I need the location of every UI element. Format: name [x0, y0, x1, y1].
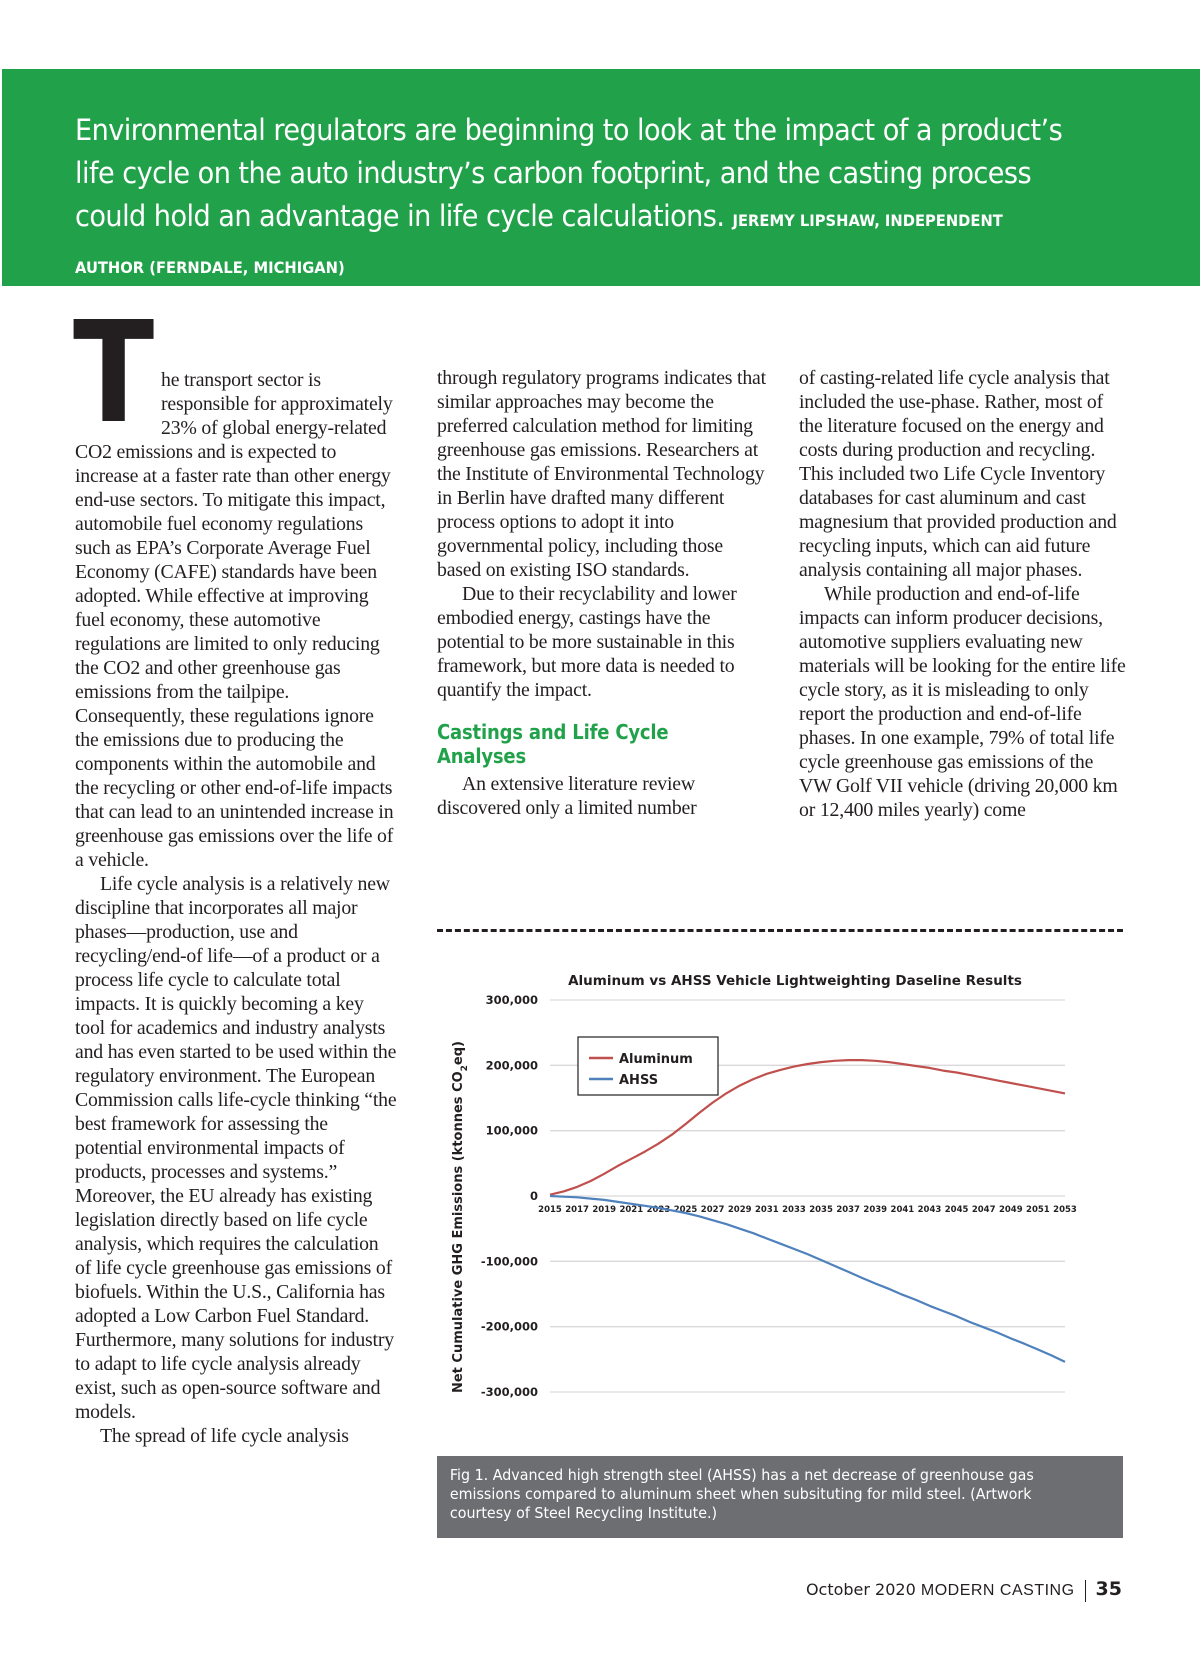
footer-separator	[1085, 1580, 1086, 1602]
x-tick-label: 2031	[755, 1205, 779, 1215]
line-chart	[437, 955, 1123, 1455]
y-tick-label: 200,000	[485, 1058, 538, 1073]
x-tick-label: 2027	[700, 1205, 725, 1215]
x-tick-label: 2037	[836, 1205, 860, 1215]
x-tick-label: 2049	[998, 1205, 1023, 1215]
section-subhead: Castings and Life Cycle Analyses	[437, 720, 669, 768]
paragraph: Due to their recyclability and lower embodied energy, castings have the potential to be more sustainable in this framework, but more data is needed to quantify the impact.	[437, 583, 737, 701]
magazine-name: MODERN CASTING	[920, 1582, 1075, 1599]
footer-date: October 2020	[805, 1580, 916, 1599]
paragraph: While production and end-of-life impacts can inform producer decisions, automotive suppliers evaluating new materials will be looking for the entire life cycle story, as it is misleading to only report the production and end-of-life phases. In one example, 79% of total life cycle greenhouse gas emissions of the VW Golf VII vehicle (driving 20,000 km or 12,400 miles yearly) come	[799, 583, 1126, 821]
y-tick-label: 0	[529, 1189, 538, 1203]
y-axis-label-main: Net Cumulative GHG Emissions (ktonnes CO	[451, 1071, 466, 1394]
chart-title: Aluminum vs AHSS Vehicle Lightweighting Daseline Results	[568, 973, 1022, 989]
x-tick-label: 2051	[1026, 1205, 1050, 1215]
byline: JEREMY LIPSHAW, INDEPENDENT AUTHOR (FERNDALE, MICHIGAN)	[75, 211, 1003, 277]
y-axis-label-end: eq)	[451, 1040, 466, 1066]
figure-caption	[437, 1456, 1123, 1538]
deck-text	[75, 109, 1069, 289]
x-tick-label: 2047	[971, 1205, 996, 1215]
figure-chart	[437, 955, 1123, 1455]
x-tick-label: 2033	[782, 1205, 806, 1215]
page-number: 35	[1095, 1578, 1122, 1600]
paragraph: through regulatory programs indicates that similar approaches may become the preferred calculation method for limiting greenhouse gas emissions. Researchers at the Institute of Environmental Technology in Berlin have drafted many different process options to adopt it into governmental policy, including those based on existing ISO standards.	[437, 367, 766, 581]
x-tick-label: 2017	[565, 1205, 589, 1215]
article-column-2	[437, 366, 767, 820]
y-tick-label: 100,000	[485, 1123, 538, 1138]
y-tick-label: 300,000	[485, 993, 538, 1007]
x-tick-label: 2023	[646, 1205, 671, 1215]
x-tick-label: 2035	[809, 1205, 833, 1215]
deck: Environmental regulators are beginning to look at the impact of a product’s life cycle on the auto industry’s carbon footprint, and the casting process could hold an advantage in life cycle calculations.	[75, 113, 1063, 233]
x-tick-label: 2029	[727, 1205, 752, 1215]
y-axis-label	[451, 1041, 470, 1393]
legend-label-ahss: AHSS	[619, 1073, 659, 1088]
paragraph: of casting-related life cycle analysis that included the use-phase. Rather, most of the literature focused on the energy and costs during production and recycling. This included two Life Cycle Inventory databases for cast aluminum and cast magnesium that provided production and recycling inputs, which can aid future analysis containing all major phases.	[799, 367, 1117, 581]
y-tick-label: -100,000	[480, 1254, 538, 1269]
chart-legend	[578, 1037, 718, 1095]
x-tick-label: 2053	[1053, 1205, 1077, 1215]
drop-cap: T	[73, 292, 155, 455]
caption-text: Fig 1. Advanced high strength steel (AHSS) has a net decrease of greenhouse gas emissions compared to aluminum sheet when subsituting for mild steel. (Artwork courtesy of Steel Recycling Institute.)	[449, 1466, 1034, 1522]
series-line-ahss	[550, 1196, 1065, 1362]
x-tick-label: 2039	[863, 1205, 888, 1215]
dashed-divider	[437, 929, 1123, 932]
x-tick-label: 2021	[619, 1205, 644, 1215]
paragraph	[73, 292, 397, 872]
y-tick-label: -300,000	[480, 1385, 538, 1399]
x-tick-label: 2015	[538, 1205, 562, 1215]
article-column-3	[799, 366, 1129, 822]
x-tick-label: 2025	[673, 1205, 698, 1215]
article-column-1	[73, 292, 397, 1448]
paragraph-text: he transport sector is responsible for approximately 23% of global energy-related CO2 emissions and is expected to increase at a faster rate than other energy end-use sectors. To mitigate this impact, automobile fuel economy regulations such as EPA’s Corporate Average Fuel Economy (CAFE) standards have been adopted. While effective at improving fuel economy, these automotive regulations are limited to only reducing the CO2 and other greenhouse gas emissions from the tailpipe. Consequently, these regulations ignore the emissions due to producing the components within the automobile and the recycling or other end-of-life impacts that can lead to an unintended increase in greenhouse gas emissions over the life of a vehicle.	[75, 369, 394, 871]
x-tick-label: 2043	[917, 1205, 942, 1215]
x-tick-label: 2045	[944, 1205, 969, 1215]
x-tick-label: 2019	[592, 1205, 617, 1215]
paragraph: An extensive literature review discovered only a limited number	[437, 773, 697, 819]
page-footer	[806, 1578, 1122, 1602]
legend-label-aluminum: Aluminum	[619, 1052, 693, 1067]
headline-banner	[2, 69, 1200, 286]
paragraph: Life cycle analysis is a relatively new discipline that incorporates all major phases—production, use and recycling/end-of life—of a product or a process life cycle to calculate total impacts. It is quickly becoming a key tool for academics and industry analysts and has even started to be used within the regulatory environment. The European Commission calls life-cycle thinking “the best framework for assessing the potential environmental impacts of products, processes and systems.” Moreover, the EU already has existing legislation directly based on life cycle analysis, which requires the calculation of life cycle greenhouse gas emissions of biofuels. Within the U.S., California has adopted a Low Carbon Fuel Standard. Furthermore, many solutions for industry to adapt to life cycle analysis already exist, such as open-source software and models.	[75, 873, 397, 1423]
paragraph: The spread of life cycle analysis	[100, 1425, 349, 1447]
y-tick-label: -200,000	[480, 1319, 538, 1334]
x-tick-label: 2041	[890, 1205, 915, 1215]
y-axis-label-sub: 2	[460, 1065, 470, 1072]
